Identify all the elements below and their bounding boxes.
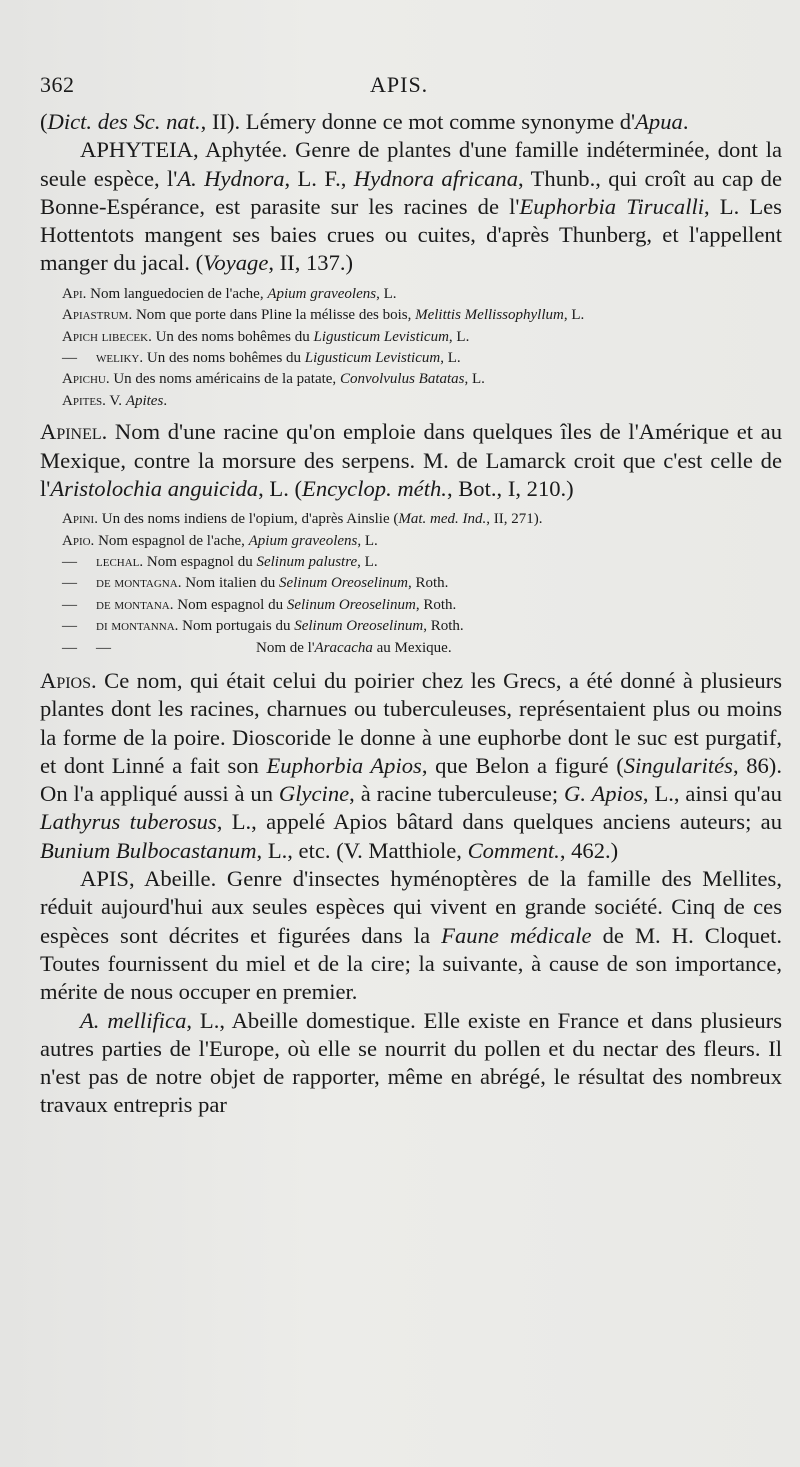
text-run: Nom de l' [256,639,315,656]
ditto-dash: — [62,596,77,613]
text-run: , L. [464,371,485,388]
entry-apios [40,667,782,865]
text-run: Nom que porte dans Pline la mélisse des bois, [132,307,416,324]
text-run: . [682,109,689,134]
text-run: Nom espagnol de l'ache, [94,532,249,549]
text-run: Nom espagnol du [143,553,257,570]
entry-head: de montagna. [96,575,182,592]
taxon-name: Ligusticum Levisticum [304,350,441,366]
entry-head: Apini. [62,511,98,528]
running-head: APIS. [370,72,429,97]
text-run: , L. [357,532,378,549]
citation-title: Mat. med. Ind. [398,511,487,528]
text-run: Nom portugais du [178,618,295,635]
text-run: , L. [448,328,470,345]
text-run: , L. [440,350,461,366]
entry-head: Apios. [40,667,97,693]
text-run: , Roth. [415,596,457,613]
text-run: Un des noms indiens de l'opium, d'après Ainslie ( [97,511,399,528]
text-run: , que Belon a figuré ( [421,752,624,778]
taxon-name: Selinum palustre [256,553,358,570]
taxon-name: Euphorbia Tirucalli [519,193,705,219]
entry-head: de montana. [96,596,174,613]
text-run: APHYTEIA, Aphytée. Genre de plantes d'une famille indéterminée, dont la seule espèce, l' [40,137,782,191]
entry-head: Apites. [62,392,106,409]
citation-title: Dict. des Sc. nat. [47,109,201,134]
entry-apich-libecek [40,327,782,348]
ditto-dash: — [62,618,77,635]
entry-head: lechal. [96,553,144,570]
taxon-name: Apua [635,109,683,134]
ditto-dash: — [96,639,111,656]
entry-head: Apiastrum. [62,307,133,324]
entry-head: di montanna. [96,618,179,635]
taxon-name: Melittis Mellissophyllum [415,307,564,324]
citation-title: Comment. [467,837,560,863]
taxon-name: Ligusticum Levisticum [313,328,449,345]
ditto-dash: — [62,553,77,570]
text-run: , II, 137.) [268,250,354,276]
text-run: , L. [563,307,585,324]
entry-apis-mellifica [40,1007,782,1120]
entry-de-montana [40,595,782,616]
text-run: , Thunb., qui croît au cap de Bonne-Espérance, est parasite sur les racines de l' [40,165,782,219]
text-run: , II, 271). [486,511,543,528]
entry-apichu [40,369,782,390]
text-run: Nom d'une racine qu'on emploie dans quelques îles de l'Amérique et au Mexique, contre la morsure des serpens. M. de Lamarck croit que c'est celle de l' [40,419,782,501]
entry-head: Apichu. [62,371,110,388]
taxon-name: Apium graveolens [248,532,358,549]
text-run: , L. Les Hottentots mangent ses baies crues ou cuites, d'après Thunberg, et l'appellent manger du jacal. ( [40,193,782,276]
ditto-dash: — [62,350,77,366]
entry-apio [40,531,782,552]
taxon-name: Hydnora africana [353,165,518,191]
text-run: , à racine tuberculeuse; [349,781,565,807]
taxon-name: G. Apios [564,781,643,807]
entry-head: weliky. [96,350,144,366]
text-run: , L., Abeille domestique. Elle existe en France et dans plusieurs autres parties de l'Europe, où elle se nourrit du pollen et du nectar des fleurs. Il n'est pas de notre objet de rapporter, même en abrégé, le résultat des nombreux travaux entrepris par [40,1007,783,1118]
entry-apini [40,509,782,530]
entry-de-montagna [40,573,782,594]
text-run: , L. [357,553,378,570]
text-run: Nom espagnol du [173,596,287,613]
ditto-dash: — [62,575,77,592]
text-run: , L., ainsi qu'au [642,781,782,807]
citation-title: Faune médicale [441,922,592,948]
text-run: Un des noms bohêmes du [151,328,314,345]
text-run: , L., etc. (V. Matthiole, [256,837,468,863]
entry-api [40,284,782,305]
text-run: , L. F., [284,165,354,191]
text-run: , 86). On l'a appliqué aussi à un [40,752,782,807]
text-run: , Roth. [423,618,464,635]
ditto-dash: — [62,639,77,656]
text-run: Nom italien du [181,575,279,592]
citation-title: Voyage [203,250,269,276]
text-run: Ce nom, qui était celui du poirier chez les Grecs, a été donné à plusieurs plantes dont les racines, charnues ou tuberculeuses, représentaient plus ou moins la forme de la poire. Dioscoride le donne à une euphorbe dont le suc est purgatif, et dont Linné a fait son [40,667,782,778]
entry-lechal [40,552,782,573]
entry-aphyteia [40,136,782,277]
taxon-name: Apites [125,392,164,409]
entry-apiastrum [40,305,782,326]
text-run: de M. H. Cloquet. Toutes fournissent du miel et de la cire; la suivante, à cause de son importance, mérite de nous occuper en premier. [40,922,782,1005]
text-run: Un des noms bohêmes du [143,350,305,366]
taxon-name: Convolvulus Batatas [339,371,465,388]
text-run: , Bot., I, 210.) [446,475,574,501]
taxon-name: Aristolochia anguicida [50,475,259,501]
entry-head: Api. [62,285,87,302]
citation-title: Singularités [623,752,733,778]
citation-title: Encyclop. méth. [302,475,447,501]
taxon-name: Selinum Oreoselinum [294,618,424,635]
taxon-name: A. Hydnora [177,165,285,191]
taxon-name: Euphorbia Apios [266,752,422,778]
page-header [40,72,782,104]
text-run: , L. ( [258,475,303,501]
entry-head: Apich libecek. [62,328,152,345]
paragraph-intro [40,108,782,136]
entry-weliky [40,348,782,369]
text-run: au Mexique. [372,639,452,656]
text-run: , L., appelé Apios bâtard dans quelques anciens auteurs; au [216,809,783,835]
taxon-name: Bunium Bulbocastanum [40,837,257,863]
entry-apites [40,391,782,412]
text-run: ( [40,109,48,134]
text-run: , II). Lémery donne ce mot comme synonyme d' [200,109,636,134]
taxon-name: A. mellifica [80,1007,187,1033]
entry-arracacha [40,638,782,659]
entry-head: Apio. [62,532,95,549]
page-number: 362 [40,72,75,97]
text-run: APIS, Abeille. Genre d'insectes hyménoptères de la famille des Mellites, réduit aujourd'hui aux seules espèces qui vivent en grande société. Cinq de ces espèces sont décrites et figurées dans la [40,866,782,948]
text-run: Un des noms américains de la patate, [109,371,340,388]
entry-apis [40,865,782,1006]
taxon-name: Selinum Oreoselinum [278,575,408,592]
text-run: , 462.) [559,837,619,863]
text-run: , L. [376,285,397,302]
taxon-name: Glycine [278,781,350,807]
taxon-name: Selinum Oreoselinum [286,596,416,613]
entry-head: Apinel. [40,419,108,445]
taxon-name: Aracacha [314,639,373,656]
entry-di-montanna [40,616,782,637]
taxon-name: Lathyrus tuberosus [40,809,217,835]
text-run: , Roth. [407,575,449,592]
text-run: . [163,392,168,409]
taxon-name: Apium graveolens [267,285,377,302]
text-run: Nom languedocien de l'ache, [86,285,268,302]
text-run: V. [105,392,126,409]
entry-apinel [40,418,782,503]
